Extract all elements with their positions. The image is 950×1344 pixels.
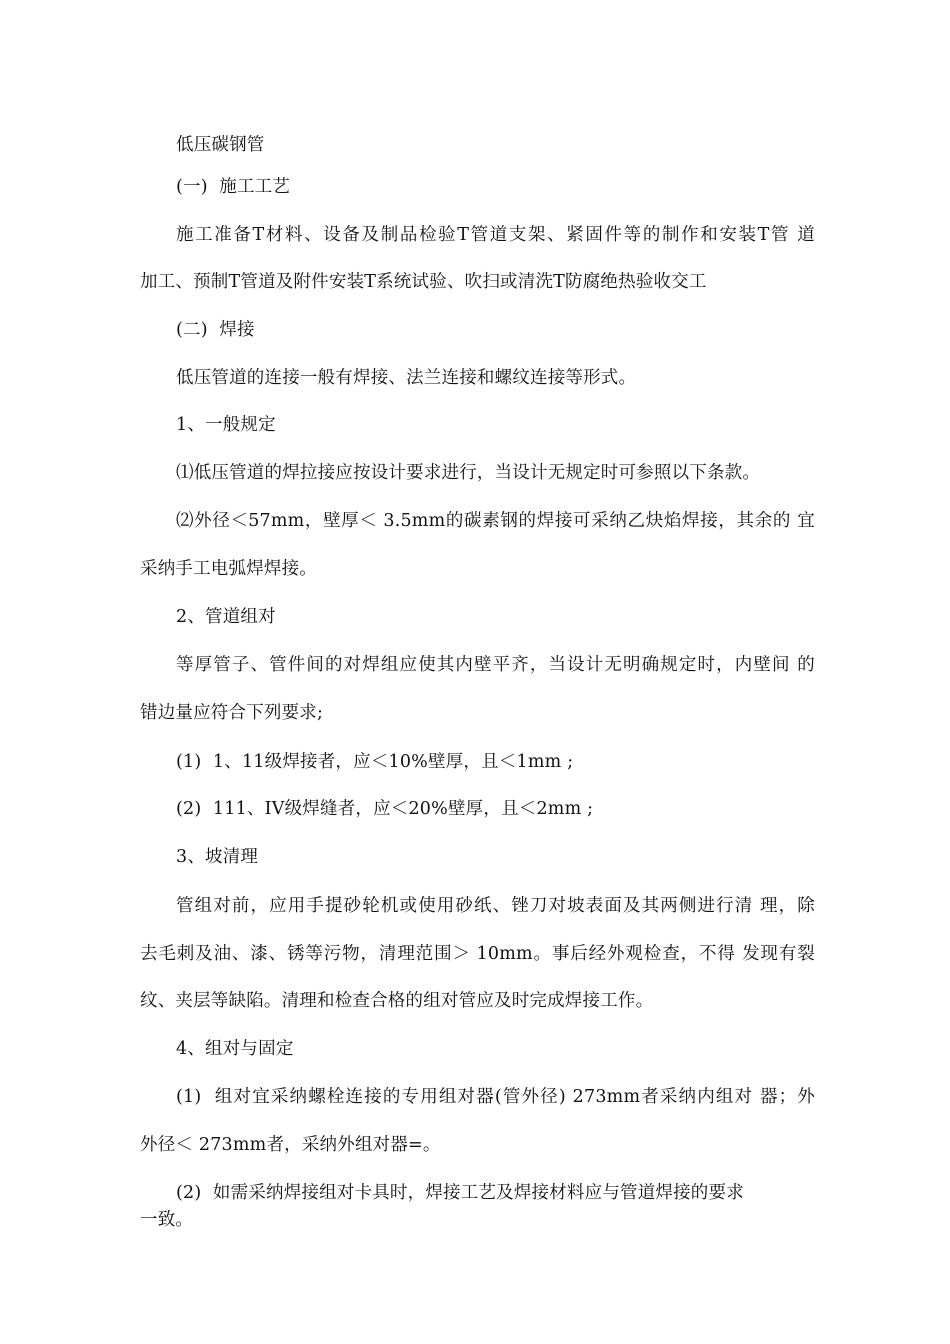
subheading-bevel-cleaning: 3、坡清理 <box>176 847 259 867</box>
section-2-heading: (二) 焊接 <box>176 320 255 340</box>
requirement-item-1: (1) 1、11级焊接者，应＜10%壁厚，且＜1mm ; <box>176 752 574 772</box>
section-1-heading: (一) 施工工艺 <box>176 177 291 197</box>
rule-2-line-1: ⑵外径＜57mm，壁厚＜ 3.5mm的碳素钢的焊接可采纳乙炔焰焊接，其余的 宜 <box>176 511 815 531</box>
section-1-paragraph-line-2: 加工、预制T管道及附件安装T系统试验、吹扫或清洗T防腐绝热验收交工 <box>140 272 707 292</box>
subheading-assembly-fixing: 4、组对与固定 <box>176 1039 294 1059</box>
section-1-paragraph-line-1: 施工准备T材料、设备及制品检验T管道支架、紧固件等的制作和安装T管 道 <box>176 225 815 245</box>
rule-2-line-2: 采纳手工电弧焊焊接。 <box>140 559 317 579</box>
rule-1: ⑴低压管道的焊拉接应按设计要求进行，当设计无规定时可参照以下条款。 <box>176 463 761 483</box>
assembly-fixing-item-2-line-2: 一致。 <box>140 1210 194 1230</box>
assembly-fixing-item-1-line-2: 外径＜ 273mm者，采纳外组对器=。 <box>140 1135 441 1155</box>
bevel-cleaning-line-3: 纹、夹层等缺陷。清理和检查合格的组对管应及时完成焊接工作。 <box>140 991 654 1011</box>
requirement-item-2: (2) 111、IV级焊缝者，应＜20%壁厚，且＜2mm ; <box>176 799 594 819</box>
assembly-fixing-item-2-line-1: (2) 如需采纳焊接组对卡具时，焊接工艺及焊接材料应与管道焊接的要求 <box>176 1183 744 1203</box>
assembly-fixing-item-1-line-1: (1) 组对宜采纳螺栓连接的专用组对器(管外径) 273mm者采纳内组对 器；外 <box>176 1087 815 1107</box>
pipe-assembly-line-1: 等厚管子、管件间的对焊组应使其内壁平齐，当设计无明确规定时，内壁间 的 <box>176 655 815 675</box>
subheading-pipe-assembly: 2、管道组对 <box>176 607 276 627</box>
doc-title: 低压碳钢管 <box>176 135 265 155</box>
section-2-paragraph: 低压管道的连接一般有焊接、法兰连接和螺纹连接等形式。 <box>176 368 637 388</box>
bevel-cleaning-line-1: 管组对前，应用手提砂轮机或使用砂纸、锉刀对坡表面及其两侧进行清 理，除 <box>176 896 815 916</box>
bevel-cleaning-line-2: 去毛刺及油、漆、锈等污物，清理范围＞ 10mm。事后经外观检查，不得 发现有裂 <box>140 944 815 964</box>
pipe-assembly-line-2: 错边量应符合下列要求; <box>140 703 324 723</box>
subheading-general-rules: 1、一般规定 <box>176 415 276 435</box>
